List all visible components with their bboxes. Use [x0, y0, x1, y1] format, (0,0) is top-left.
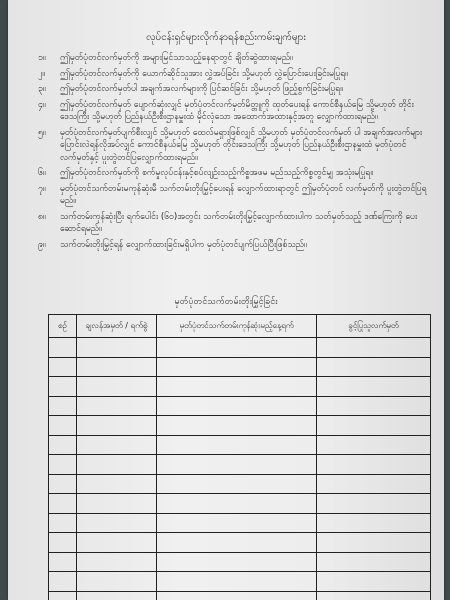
- table-header-row: [49, 315, 431, 338]
- expiry-date-cell: [157, 377, 317, 397]
- challan-cell: [77, 416, 157, 436]
- renewal-table: [48, 314, 431, 600]
- signature-cell: [317, 474, 431, 494]
- rule-number: ၈။: [38, 211, 46, 222]
- serial-cell: [49, 533, 77, 553]
- serial-cell: [49, 494, 77, 514]
- rule-item: [38, 99, 430, 124]
- signature-cell: [317, 416, 431, 436]
- serial-cell: [49, 552, 77, 572]
- serial-cell: [49, 591, 77, 600]
- signature-cell: [317, 591, 431, 600]
- expiry-date-cell: [157, 396, 317, 416]
- rule-item: [38, 211, 430, 236]
- table-row: [49, 396, 431, 416]
- rule-item: [38, 167, 430, 180]
- serial-cell: [49, 572, 77, 592]
- rule-item: [38, 83, 430, 96]
- rule-number: ၂။: [38, 68, 45, 79]
- rule-item: [38, 183, 430, 208]
- rule-text: ဤမှတ်ပုံတင်လက်မှတ်ကို စက်မှုလုပ်ငန်းနှင့်စပ်လျဉ်းသည့်ကိစ္စအဖမ မည်သည့်ကိစ္စတွင်မျှ အသုံးမပြုရ။: [60, 168, 373, 178]
- rule-number: ၆။: [38, 168, 46, 178]
- serial-cell: [49, 513, 77, 533]
- column-header-serial: စဉ်: [49, 315, 77, 338]
- challan-cell: [77, 533, 157, 553]
- signature-cell: [317, 377, 431, 397]
- table-row: [49, 494, 431, 514]
- rule-number: ၅။: [38, 127, 46, 138]
- challan-cell: [77, 455, 157, 475]
- expiry-date-cell: [157, 474, 317, 494]
- signature-cell: [317, 396, 431, 416]
- challan-cell: [77, 338, 157, 358]
- table-row: [49, 513, 431, 533]
- expiry-date-cell: [157, 455, 317, 475]
- challan-cell: [77, 357, 157, 377]
- signature-cell: [317, 533, 431, 553]
- expiry-date-cell: [157, 357, 317, 377]
- serial-cell: [49, 435, 77, 455]
- table-row: [49, 474, 431, 494]
- rule-text: ဤမှတ်ပုံတင်လက်မှတ်ကို အများမြင်သာသည့်နေရာတွင် ချိတ်ဆွဲထားရမည်။: [60, 53, 293, 63]
- expiry-date-cell: [157, 494, 317, 514]
- rule-text: သက်တမ်းကုန်ဆုံးပြီး ရက်ပေါင်း (၆၀)အတွင်း သက်တမ်းတိုးမြှင့်လျှောက်ထားပါက သတ်မှတ်သည့် ဒဏ်ကြေးကို ပေးဆောင်ရမည်။: [60, 211, 418, 234]
- expiry-date-cell: [157, 591, 317, 600]
- rule-text: မှတ်ပုံတင်သက်တမ်းမကုန်ဆုံးမီ သက်တမ်းတိုးမြှင့်ပေးရန် လျှောက်ထားရာတွင် ဤမှတ်ပုံတင် လက်မှတ်ကို ပူးတွဲတင်ပြရမည်။: [60, 183, 427, 206]
- table-row: [49, 435, 431, 455]
- rule-text: မှတ်ပုံတင်လက်မှတ်ပျက်စီးလျှင် သို့မဟုတ် ထေလ်မရှားဖြစ်လျှင် သို့မဟုတ် မှတ်ပုံတင်လက်မှတ် ပါ အချက်အလက်များ ပြောင်းလဲရန်လိုအပ်လျှင် ကောင်စီနယ်မြေ သို့မဟုတ် တိုင်းဒေသကြီး သို့မဟုတ် ပြည်နယ်ဦးစီးဌာနမှူးထံ မှတ်ပုံတင်လက်မှတ်နှင့် ပူးတွဲတင်ပြလျှောက်ထားရမည်။: [60, 127, 423, 163]
- challan-cell: [77, 591, 157, 600]
- signature-cell: [317, 357, 431, 377]
- column-header-expiry-date: မှတ်ပုံတင်သက်တမ်းကုန်ဆုံးမည့်နေ့ရက်: [157, 315, 317, 338]
- signature-cell: [317, 494, 431, 514]
- renewal-section-title: မှတ်ပုံတင်သက်တမ်းတိုးမြှင့်ခြင်း: [174, 297, 278, 307]
- serial-cell: [49, 396, 77, 416]
- rule-text: သက်တမ်းတိုးမြှင့်ရန် လျှောက်ထားခြင်းမရှိပါက မှတ်ပုံတင်ပျက်ပြယ်ပြီးဖြစ်သည်။: [60, 239, 307, 250]
- column-header-approver-signature: ခွင့်ပြုသူလက်မှတ်: [317, 315, 431, 338]
- table-row: [49, 338, 431, 358]
- rule-number: ၄။: [38, 99, 46, 110]
- rule-text: ဤမှတ်ပုံတင်လက်မှတ် ပျောက်ဆုံးလျှင် မှတ်ပုံတင်လက်မှတ်မိတ္တူကို ထုတ်ပေးရန် ကောင်စီနယ်မြေ သို့မဟုတ် တိုင်းဒေသကြီး သို့မဟုတ် ပြည်နယ်ဦးစီးဌာနမှူးထံ မိုင်လုံသော အထောက်အထားနှင့်အတူ လျှောက်ထားရမည်။: [60, 99, 414, 122]
- challan-cell: [77, 552, 157, 572]
- serial-cell: [49, 416, 77, 436]
- expiry-date-cell: [157, 513, 317, 533]
- rule-item: [38, 52, 430, 65]
- table-row: [49, 416, 431, 436]
- challan-cell: [77, 474, 157, 494]
- expiry-date-cell: [157, 416, 317, 436]
- expiry-date-cell: [157, 338, 317, 358]
- rules-list: [38, 52, 430, 254]
- serial-cell: [49, 474, 77, 494]
- signature-cell: [317, 552, 431, 572]
- signature-cell: [317, 338, 431, 358]
- serial-cell: [49, 338, 77, 358]
- rule-number: ၃။: [38, 84, 46, 94]
- rule-number: ၉။: [38, 239, 46, 250]
- document-title: လုပ်ငန်းရှင်များလိုက်နာရန်စည်းကမ်းချက်များ: [146, 32, 306, 43]
- challan-cell: [77, 435, 157, 455]
- table-row: [49, 357, 431, 377]
- challan-cell: [77, 396, 157, 416]
- signature-cell: [317, 572, 431, 592]
- signature-cell: [317, 435, 431, 455]
- rule-text: ဤမှတ်ပုံတင်လက်မှတ်ကို ယောက်ဆိုင်သူအား လွှဲအပ်ခြင်း သို့မဟုတ် လွှဲပြောင်းပေးခြင်းမပြုရ။: [60, 68, 348, 79]
- rule-text: ဤမှတ်ပုံတင်လက်မှတ်ပါ အချက်အလက်များကို ပြင်ဆင်ခြင်း သို့မဟုတ် ဖြည့်စွက်ခြင်းမပြုရ။: [60, 84, 343, 94]
- table-row: [49, 455, 431, 475]
- rule-number: ၁။: [38, 53, 46, 63]
- expiry-date-cell: [157, 533, 317, 553]
- table-row: [49, 377, 431, 397]
- table-row: [49, 572, 431, 592]
- expiry-date-cell: [157, 572, 317, 592]
- serial-cell: [49, 455, 77, 475]
- rule-item: [38, 239, 430, 252]
- signature-cell: [317, 455, 431, 475]
- challan-cell: [77, 513, 157, 533]
- document-page: [8, 0, 444, 600]
- column-header-challan: ချလန်အမှတ် / ရက်စွဲ: [77, 315, 157, 338]
- rule-number: ၇။: [38, 183, 46, 194]
- challan-cell: [77, 572, 157, 592]
- serial-cell: [49, 357, 77, 377]
- serial-cell: [49, 377, 77, 397]
- expiry-date-cell: [157, 552, 317, 572]
- rule-item: [38, 68, 430, 81]
- signature-cell: [317, 513, 431, 533]
- challan-cell: [77, 494, 157, 514]
- table-body: [49, 338, 431, 600]
- table-row: [49, 552, 431, 572]
- table-row: [49, 533, 431, 553]
- rule-item: [38, 127, 430, 165]
- table-row: [49, 591, 431, 600]
- expiry-date-cell: [157, 435, 317, 455]
- challan-cell: [77, 377, 157, 397]
